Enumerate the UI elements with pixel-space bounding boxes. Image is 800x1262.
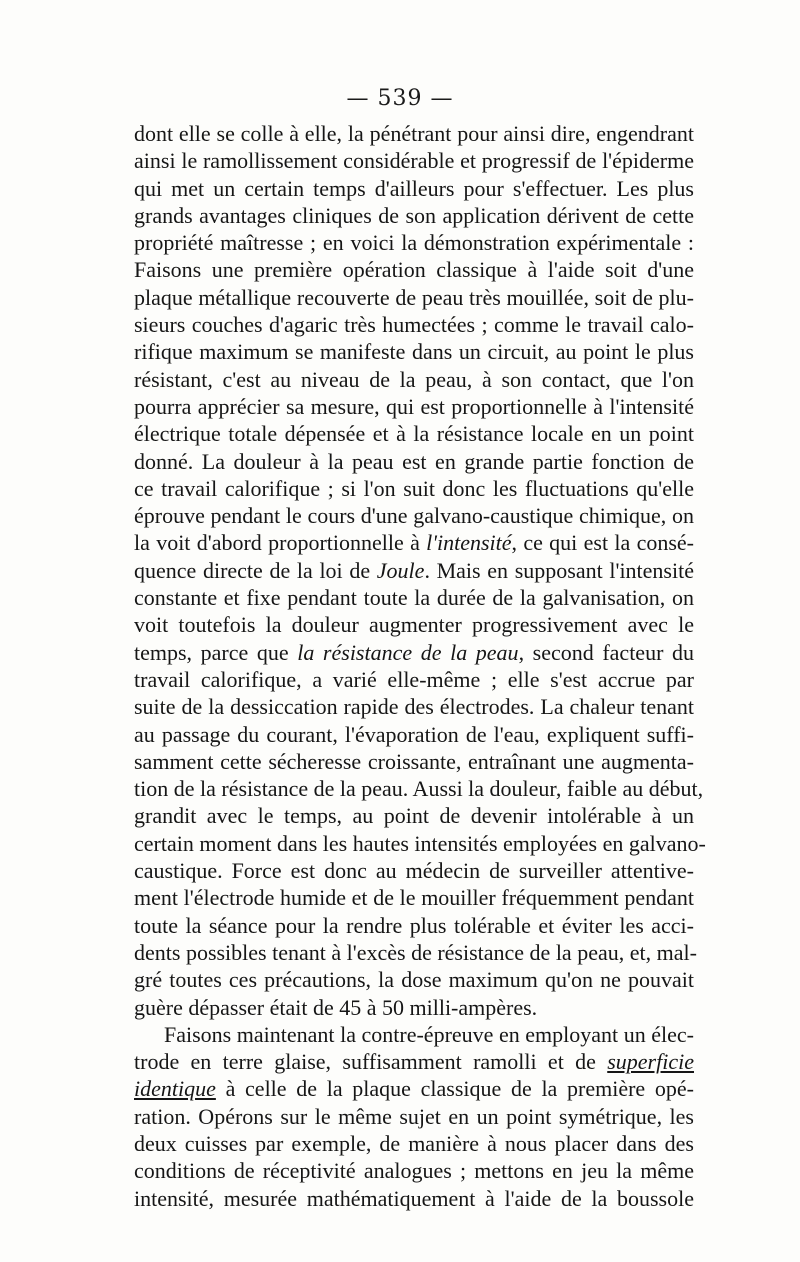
text-line: Faisons une première opération classique à l'aide soit d'une <box>134 257 694 283</box>
text-line: grands avantages cliniques de son application dérivent de cette <box>134 202 694 228</box>
text-line: éprouve pendant le cours d'une galvano-caustique chimique, on <box>134 503 694 529</box>
text-line: certain moment dans les hautes intensités employées en galvano- <box>134 830 706 856</box>
text-line: résistant, c'est au niveau de la peau, à son contact, que l'on <box>134 366 694 392</box>
text-line: grandit avec le temps, au point de devenir intolérable à un <box>134 803 694 829</box>
text-line: guère dépasser était de 45 à 50 milli-ampères. <box>134 994 538 1020</box>
text-line: plaque métallique recouverte de peau très mouillée, soit de plu- <box>134 284 694 310</box>
italic-term: identique <box>134 1076 216 1102</box>
italic-term: Joule <box>376 557 425 583</box>
text-line: tion de la résistance de la peau. Aussi la douleur, faible au début, <box>134 776 704 802</box>
text-line: trode en terre glaise, suffisamment ramolli et de superficie <box>134 1049 694 1075</box>
text-line: dents possibles tenant à l'excès de résistance de la peau, et, mal- <box>134 939 697 965</box>
text-line: sieurs couches d'agaric très humectées ; comme le travail calo- <box>134 312 694 338</box>
text-line: caustique. Force est donc au médecin de surveiller attentive- <box>134 858 694 884</box>
italic-term: superficie <box>607 1049 694 1075</box>
text-line: suite de la dessiccation rapide des électrodes. La chaleur tenant <box>134 694 694 720</box>
text-line: ment l'électrode humide et de le mouiller fréquemment pendant <box>134 885 694 911</box>
text-line: identique à celle de la plaque classique de la première opé- <box>134 1076 694 1102</box>
text-line: samment cette sécheresse croissante, entraînant une augmenta- <box>134 748 694 774</box>
text-line: ce travail calorifique ; si l'on suit donc les fluctuations qu'elle <box>134 475 694 501</box>
text-line: ainsi le ramollissement considérable et progressif de l'épiderme <box>134 148 694 174</box>
italic-term: l'intensité <box>426 530 512 556</box>
text-line: électrique totale dépensée et à la résistance locale en un point <box>134 421 694 447</box>
text-line: donné. La douleur à la peau est en grande partie fonction de <box>134 448 694 474</box>
text-line: gré toutes ces précautions, la dose maximum qu'on ne pouvait <box>134 967 694 993</box>
text-line: la voit d'abord proportionnelle à l'intensité, ce qui est la consé- <box>134 530 694 556</box>
text-line: conditions de réceptivité analogues ; mettons en jeu la même <box>134 1158 694 1184</box>
body-text <box>134 120 706 1212</box>
text-line: ration. Opérons sur le même sujet en un point symétrique, les <box>134 1103 694 1129</box>
text-line: pourra apprécier sa mesure, qui est proportionnelle à l'intensité <box>134 393 694 419</box>
text-line: intensité, mesurée mathématiquement à l'aide de la boussole <box>134 1185 694 1211</box>
text-line: travail calorifique, a varié elle-même ; elle s'est accrue par <box>134 666 694 692</box>
text-line: au passage du courant, l'évaporation de l'eau, expliquent suffi- <box>134 721 694 747</box>
page-number: — 539 — <box>346 86 454 111</box>
text-line: deux cuisses par exemple, de manière à nous placer dans des <box>134 1130 694 1156</box>
text-line: voit toutefois la douleur augmenter progressivement avec le <box>134 612 694 638</box>
text-line: temps, parce que la résistance de la peau, second facteur du <box>134 639 694 665</box>
text-line: qui met un certain temps d'ailleurs pour s'effectuer. Les plus <box>134 175 694 201</box>
text-line: toute la séance pour la rendre plus tolérable et éviter les acci- <box>134 912 694 938</box>
text-line: propriété maîtresse ; en voici la démonstration expérimentale : <box>134 230 694 256</box>
text-line: quence directe de la loi de Joule. Mais en supposant l'intensité <box>134 557 694 583</box>
text-line: dont elle se colle à elle, la pénétrant pour ainsi dire, engendrant <box>134 121 694 146</box>
text-line: constante et fixe pendant toute la durée de la galvanisation, on <box>134 585 694 611</box>
italic-term: la résistance de la peau <box>297 639 519 665</box>
paragraph-start-line: Faisons maintenant la contre-épreuve en employant un élec- <box>164 1021 694 1047</box>
text-line: rifique maximum se manifeste dans un circuit, au point le plus <box>134 339 694 365</box>
